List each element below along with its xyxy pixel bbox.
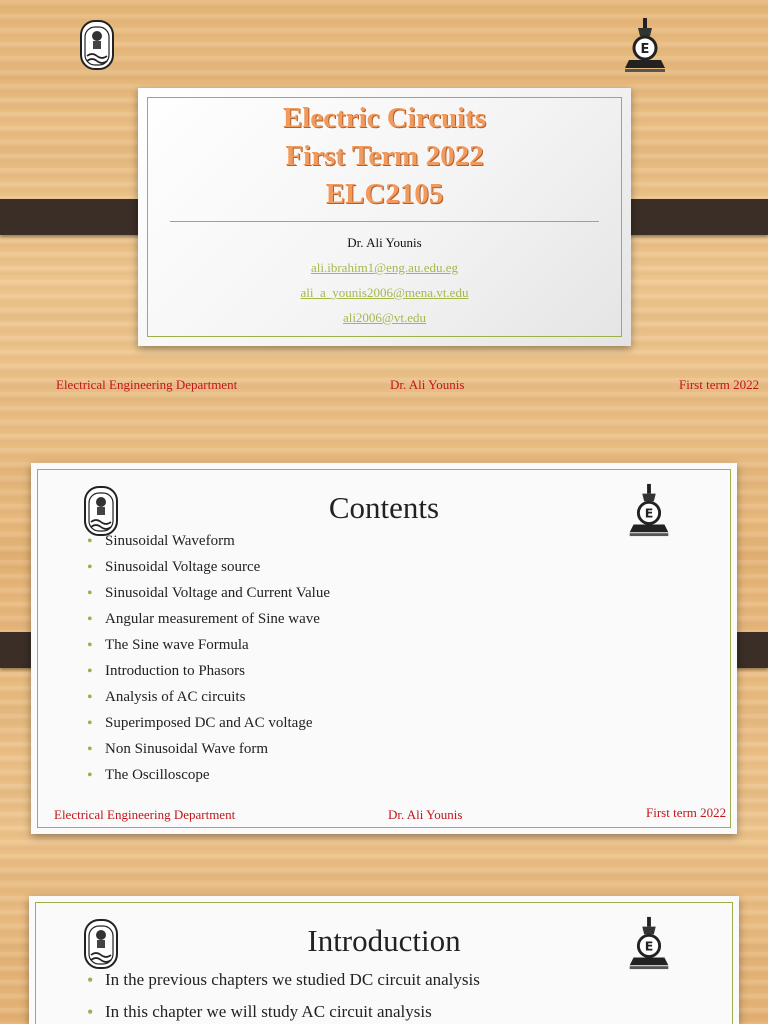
list-item: • Superimposed DC and AC voltage	[105, 715, 330, 741]
list-item: • Sinusoidal Waveform	[105, 533, 330, 559]
list-item: • Non Sinusoidal Wave form	[105, 741, 330, 767]
footer-department: Electrical Engineering Department	[56, 377, 238, 392]
footer-term: First term 2022	[646, 805, 727, 820]
faculty-logo-icon	[623, 16, 667, 74]
list-item: • Angular measurement of Sine wave	[105, 611, 330, 637]
title-divider	[170, 221, 599, 222]
list-item: • Analysis of AC circuits	[105, 689, 330, 715]
footer-author: Dr. Ali Younis	[388, 807, 463, 822]
footer-department: Electrical Engineering Department	[54, 807, 236, 822]
list-item: • The Sine wave Formula	[105, 637, 330, 663]
author-name: Dr. Ali Younis	[347, 235, 422, 250]
svg-text:E: E	[640, 42, 650, 57]
list-item: • In this chapter we will study AC circuit analysis	[105, 1002, 480, 1024]
contents-list	[105, 533, 330, 793]
email-link-3[interactable]: ali2006@vt.edu	[342, 310, 427, 325]
contents-slide	[31, 463, 737, 834]
email-link-1[interactable]: ali.ibrahim1@eng.au.edu.eg	[311, 260, 458, 275]
decorative-band-left	[0, 199, 155, 235]
introduction-slide	[29, 896, 739, 1024]
list-item: • The Oscilloscope	[105, 767, 330, 793]
slide-title: Introduction	[307, 923, 461, 958]
footer-author: Dr. Ali Younis	[390, 377, 465, 392]
university-logo-icon	[78, 18, 116, 72]
footer-term: First term 2022	[679, 377, 760, 392]
course-code: ELC2105	[325, 178, 444, 210]
slide-title: Contents	[328, 490, 440, 525]
title-card	[138, 88, 631, 346]
svg-text:E: E	[644, 505, 654, 521]
list-item: • In the previous chapters we studied DC circuit analysis	[105, 970, 480, 1002]
list-item: • Introduction to Phasors	[105, 663, 330, 689]
list-item: • Sinusoidal Voltage source	[105, 559, 330, 585]
introduction-list	[105, 970, 480, 1024]
course-term: First Term 2022	[285, 140, 484, 172]
list-item: • Sinusoidal Voltage and Current Value	[105, 585, 330, 611]
decorative-band-right	[613, 199, 768, 235]
course-title: Electric Circuits	[282, 102, 487, 134]
email-link-2[interactable]: ali_a_younis2006@mena.vt.edu	[300, 285, 469, 300]
svg-text:E: E	[644, 938, 654, 954]
